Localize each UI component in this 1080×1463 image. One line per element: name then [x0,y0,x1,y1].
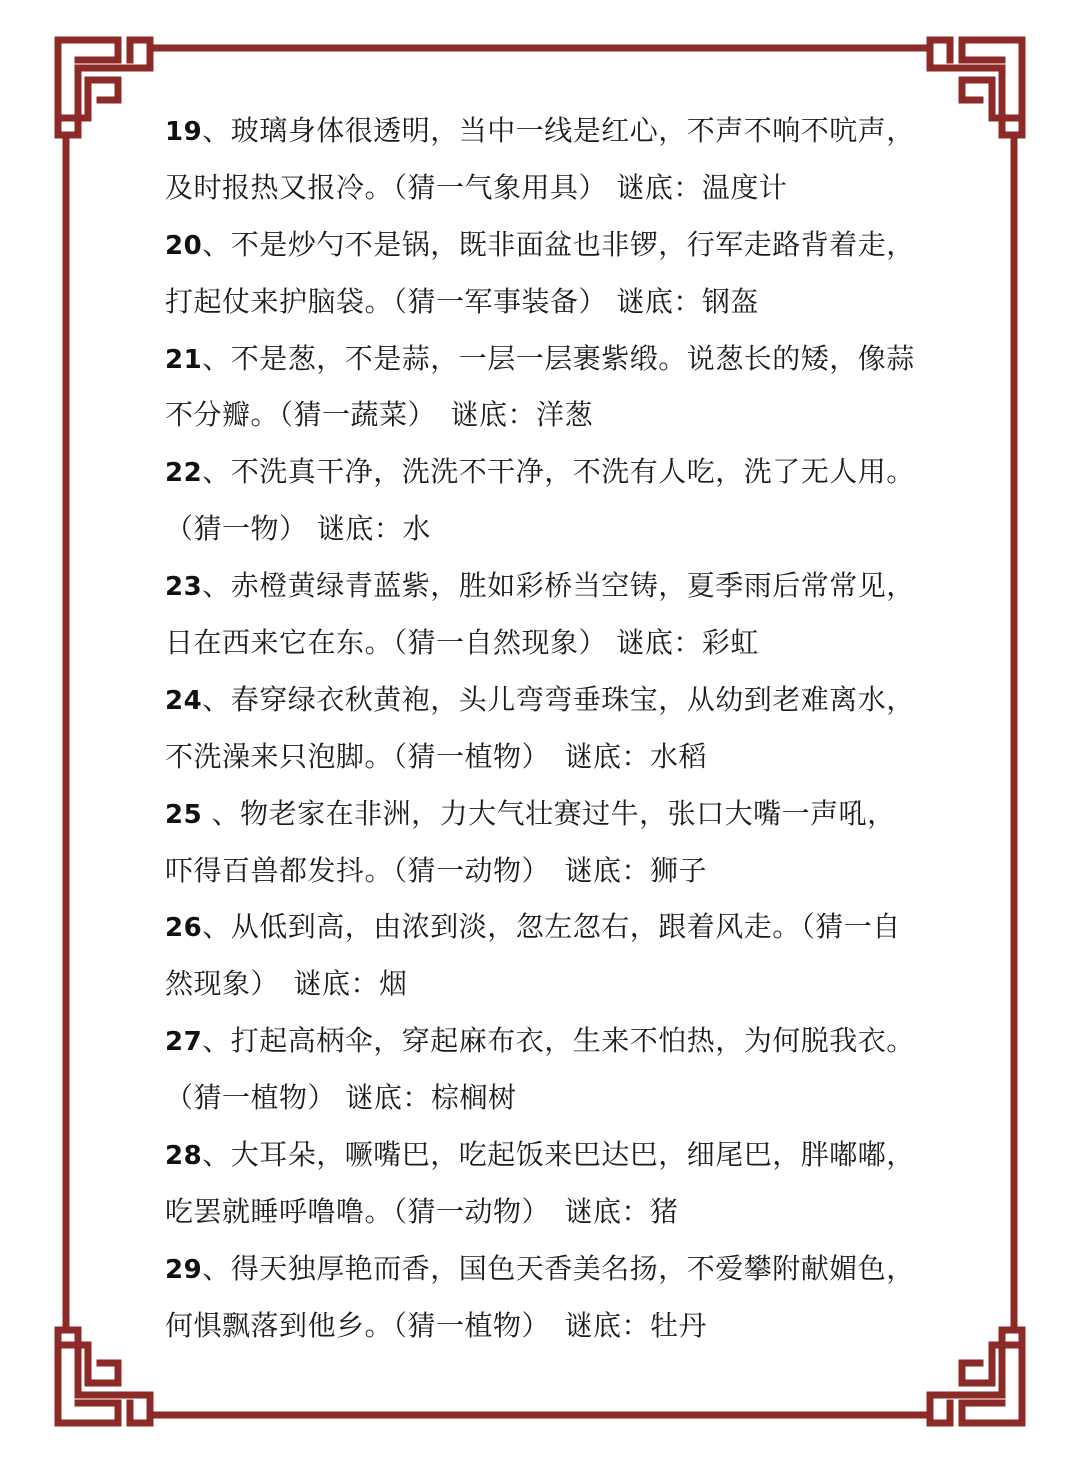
riddle-line-2: 日在西来它在东。（猜一自然现象） 谜底：彩虹 [165,626,759,660]
riddle-item [165,672,935,786]
riddle-line-1 [165,1013,935,1070]
riddle-number: 27 [165,1027,203,1058]
riddle-line-1 [165,899,935,956]
riddle-line-1 [165,331,935,388]
riddle-text: 、从低到高，由浓到淡，忽左忽右，跟着风走。（猜一自 [202,910,901,944]
riddle-number: 22 [165,458,203,489]
riddle-line-2: （猜一物） 谜底：水 [165,512,431,546]
riddle-line-2: 打起仗来护脑袋。（猜一军事装备） 谜底：钢盔 [165,284,759,318]
riddle-item [165,1241,935,1355]
riddle-number: 25 [165,799,203,830]
riddle-text: 、得天独厚艳而香，国色天香美名扬，不爱攀附献媚色， [202,1251,915,1285]
riddle-item [165,444,935,558]
riddle-number: 28 [165,1141,203,1172]
riddle-line-1 [165,1127,935,1184]
riddle-text: 、不是炒勺不是锅，既非面盆也非锣，行军走路背着走， [202,227,915,261]
riddle-line-1 [165,558,935,615]
riddle-line-2: 吓得百兽都发抖。（猜一动物） 谜底：狮子 [165,853,708,887]
riddle-item [165,1013,935,1127]
riddle-item [165,786,935,900]
riddle-number: 23 [165,572,203,603]
riddle-item [165,217,935,331]
corner-ornament-top-left [58,40,150,135]
corner-ornament-bottom-left [58,1330,150,1423]
riddle-line-1 [165,672,935,729]
riddle-number: 29 [165,1254,203,1285]
corner-ornament-bottom-right [930,1330,1022,1423]
riddle-text: 、春穿绿衣秋黄袍，头儿弯弯垂珠宝，从幼到老难离水， [202,682,915,716]
riddle-text: 、打起高柄伞，穿起麻布衣，生来不怕热，为何脱我衣。 [202,1024,915,1058]
riddle-text: 、赤橙黄绿青蓝紫，胜如彩桥当空铸，夏季雨后常常见， [202,569,915,603]
riddle-item [165,558,935,672]
riddle-text: 、玻璃身体很透明，当中一线是红心，不声不响不吭声， [202,114,915,147]
riddle-text: 、大耳朵，噘嘴巴，吃起饭来巴达巴，细尾巴，胖嘟嘟， [202,1138,915,1172]
riddle-item [165,1127,935,1241]
riddle-number: 24 [165,685,203,716]
riddle-number: 20 [165,230,203,261]
riddle-line-2: 不洗澡来只泡脚。（猜一植物） 谜底：水稻 [165,739,708,773]
riddle-line-1 [165,444,935,501]
riddle-line-1 [165,1241,935,1298]
riddle-line-2: 吃罢就睡呼噜噜。（猜一动物） 谜底：猪 [165,1194,679,1228]
riddle-line-1 [165,786,935,843]
riddle-line-2: 及时报热又报冷。（猜一气象用具） 谜底：温度计 [165,170,788,204]
riddle-line-1 [165,103,935,160]
riddle-line-2: 不分瓣。（猜一蔬菜） 谜底：洋葱 [165,398,594,432]
riddle-item [165,103,935,217]
riddle-text: 、不是葱，不是蒜，一层一层裹紫缎。说葱长的矮，像蒜 [202,341,915,375]
riddle-text: 、物老家在非洲，力大气壮赛过牛，张口大嘴一声吼， [202,796,896,830]
riddle-number: 19 [165,117,203,147]
riddle-number: 21 [165,344,203,375]
riddle-line-2: （猜一植物） 谜底：棕榈树 [165,1081,517,1115]
riddle-list [165,103,935,1355]
riddle-line-2: 然现象） 谜底：烟 [165,967,408,1001]
riddle-line-2: 何惧飘落到他乡。（猜一植物） 谜底：牡丹 [165,1308,708,1342]
riddle-item [165,899,935,1013]
riddle-number: 26 [165,913,203,944]
corner-ornament-top-right [930,40,1022,135]
riddle-text: 、不洗真干净，洗洗不干净，不洗有人吃，洗了无人用。 [202,455,915,489]
riddle-line-1 [165,217,935,274]
riddle-item [165,331,935,445]
